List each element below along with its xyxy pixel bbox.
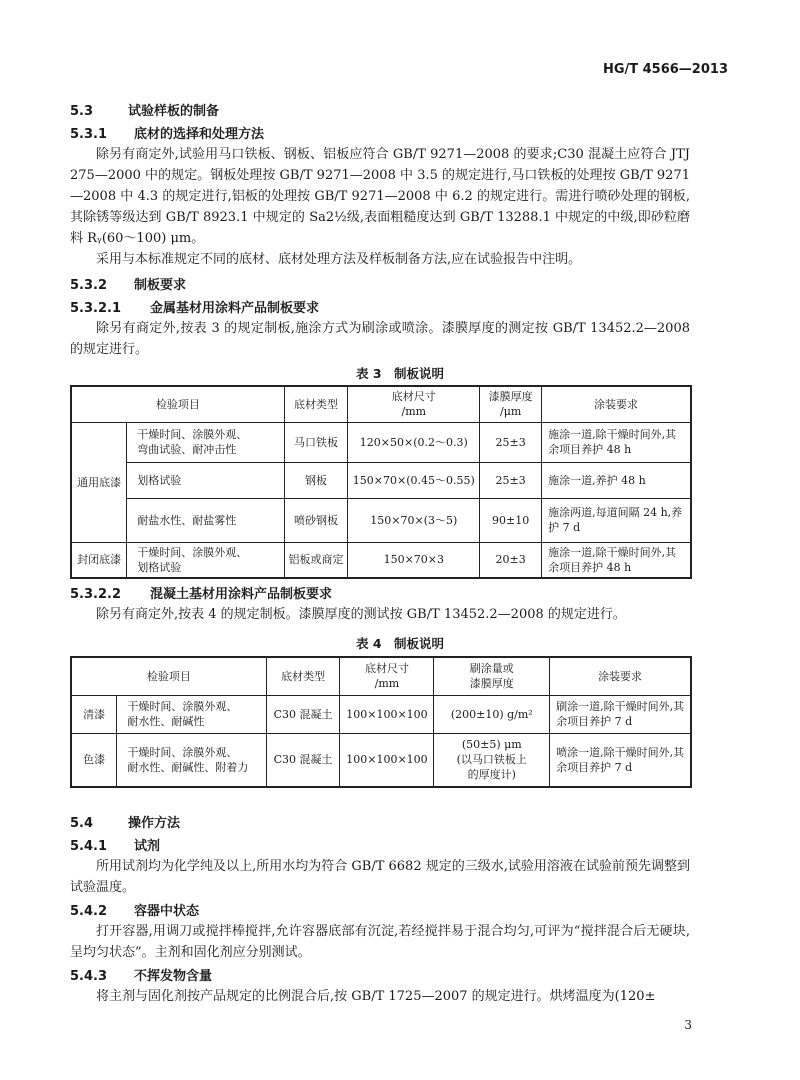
table-row [71, 462, 691, 498]
section-number: 5.3.2 [70, 278, 108, 293]
item-cell: 干燥时间、涂膜外观、 弯曲试验、耐冲击性 [127, 422, 284, 462]
requirement-cell: 施涂一道,除干燥时间外,其余项目养护 48 h [542, 422, 691, 462]
section-title: 金属基材用涂料产品制板要求 [150, 301, 320, 316]
section-5-4-heading [70, 812, 180, 831]
section-5-4-1-heading [70, 835, 160, 854]
table-3 [70, 385, 692, 579]
size-cell: 100×100×100 [340, 695, 434, 733]
section-5-3-2-2-heading [70, 583, 332, 602]
table-header-row [71, 657, 691, 695]
section-5-3-1-paragraph-1: 除另有商定外,试验用马口铁板、钢板、铝板应符合 GB/T 9271—2008 的要求;C30 混凝土应符合 JTJ 275—2000 中的规定。钢板处理按 GB/T 9271—2008 中 3.5 的规定进行,马口铁板的处理按 GB/T 9271—2008 中 4.3 的规定进行,铝板的处理按 GB/T 9271—2008 中 6.2 的规定进行。需进行喷砂处理的钢板,其除锈等级达到 GB/T 8923.1 中规定的 Sa2½级,表面粗糙度达到 GB/T 13288.1 中规定的中级,即砂粒磨料 Rᵧ(60～100) μm。 [70, 147, 690, 246]
thickness-cell: (200±10) g/m² [434, 695, 550, 733]
size-cell: 120×50×(0.2～0.3) [348, 422, 480, 462]
size-cell: 100×100×100 [340, 733, 434, 787]
page-number: 3 [684, 1018, 692, 1032]
size-cell: 150×70×(3～5) [348, 498, 480, 542]
section-number: 5.4 [70, 816, 94, 831]
substrate-cell: C30 混凝土 [266, 695, 340, 733]
table-row [71, 733, 691, 787]
thickness-cell: 25±3 [480, 422, 542, 462]
requirement-cell: 刷涂一道,除干燥时间外,其余项目养护 7 d [550, 695, 691, 733]
header-thickness: 漆膜厚度 /μm [480, 386, 542, 422]
group-cell: 封闭底漆 [71, 542, 127, 578]
section-title: 操作方法 [128, 816, 181, 831]
section-title: 试验样板的制备 [128, 104, 220, 119]
section-title: 混凝土基材用涂料产品制板要求 [150, 587, 333, 602]
table-3-caption: 表 3 制板说明 [355, 366, 445, 381]
item-cell: 干燥时间、涂膜外观、 耐水性、耐碱性 [117, 695, 266, 733]
header-substrate: 底材类型 [266, 657, 340, 695]
table-row [71, 695, 691, 733]
section-title: 底材的选择和处理方法 [134, 127, 265, 142]
item-cell: 干燥时间、涂膜外观、 划格试验 [127, 542, 284, 578]
requirement-cell: 喷涂一道,除干燥时间外,其余项目养护 7 d [550, 733, 691, 787]
section-5-3-2-heading [70, 274, 186, 293]
thickness-cell: (50±5) μm (以马口铁板上 的厚度计) [434, 733, 550, 787]
size-cell: 150×70×(0.45～0.55) [348, 462, 480, 498]
section-title: 容器中状态 [134, 904, 200, 919]
header-requirement: 涂装要求 [550, 657, 691, 695]
section-5-3-2-1-heading [70, 297, 319, 316]
thickness-cell: 90±10 [480, 498, 542, 542]
section-number: 5.3 [70, 104, 94, 119]
header-item: 检验项目 [71, 386, 284, 422]
section-number: 5.4.1 [70, 839, 108, 854]
table-4 [70, 656, 692, 788]
section-5-3-2-2-paragraph: 除另有商定外,按表 4 的规定制板。漆膜厚度的测试按 GB/T 13452.2—2008 的规定进行。 [96, 607, 626, 622]
requirement-cell: 施涂一道,养护 48 h [542, 462, 691, 498]
section-5-4-2-heading [70, 900, 199, 919]
header-requirement: 涂装要求 [542, 386, 691, 422]
table-row [71, 498, 691, 542]
section-5-4-2-paragraph: 打开容器,用调刀或搅拌棒搅拌,允许容器底部有沉淀,若经搅拌易于混合均匀,可评为“搅拌混合后无硬块,呈均匀状态”。主剂和固化剂应分别测试。 [70, 924, 690, 960]
requirement-cell: 施涂两道,每道间隔 24 h,养护 7 d [542, 498, 691, 542]
section-number: 5.3.2.1 [70, 301, 121, 316]
section-number: 5.3.1 [70, 127, 108, 142]
section-5-4-3-heading [70, 965, 212, 984]
item-cell: 耐盐水性、耐盐雾性 [127, 498, 284, 542]
size-cell: 150×70×3 [348, 542, 480, 578]
section-5-3-1-paragraph-2: 采用与本标准规定不同的底材、底材处理方法及样板制备方法,应在试验报告中注明。 [96, 252, 582, 267]
item-cell: 干燥时间、涂膜外观、 耐水性、耐碱性、附着力 [117, 733, 266, 787]
requirement-cell: 施涂一道,除干燥时间外,其余项目养护 48 h [542, 542, 691, 578]
group-cell: 清漆 [71, 695, 117, 733]
header-substrate: 底材类型 [284, 386, 348, 422]
section-5-3-1-heading [70, 123, 264, 142]
section-5-4-3-paragraph: 将主剂与固化剂按产品规定的比例混合后,按 GB/T 1725—2007 的规定进行。烘烤温度为(120± [96, 989, 656, 1004]
table-4-caption: 表 4 制板说明 [355, 636, 445, 651]
thickness-cell: 20±3 [480, 542, 542, 578]
section-number: 5.4.3 [70, 969, 108, 984]
section-number: 5.3.2.2 [70, 587, 121, 602]
thickness-cell: 25±3 [480, 462, 542, 498]
header-size: 底材尺寸 /mm [340, 657, 434, 695]
section-title: 不挥发物含量 [134, 969, 213, 984]
table-row [71, 422, 691, 462]
standard-code: HG/T 4566—2013 [602, 62, 728, 77]
table-header-row [71, 386, 691, 422]
substrate-cell: C30 混凝土 [266, 733, 340, 787]
substrate-cell: 铝板或商定 [284, 542, 348, 578]
section-number: 5.4.2 [70, 904, 108, 919]
header-item: 检验项目 [71, 657, 266, 695]
substrate-cell: 马口铁板 [284, 422, 348, 462]
section-5-3-2-1-paragraph: 除另有商定外,按表 3 的规定制板,施涂方式为刷涂或喷涂。漆膜厚度的测定按 GB/T 13452.2—2008 的规定进行。 [70, 321, 690, 357]
header-size: 底材尺寸 /mm [348, 386, 480, 422]
header-thickness: 刷涂量或 漆膜厚度 [434, 657, 550, 695]
section-5-3-heading [70, 100, 219, 119]
table-row [71, 542, 691, 578]
section-5-4-1-paragraph: 所用试剂均为化学纯及以上,所用水均为符合 GB/T 6682 规定的三级水,试验用溶液在试验前预先调整到试验温度。 [70, 859, 690, 895]
group-cell: 通用底漆 [71, 422, 127, 542]
substrate-cell: 喷砂钢板 [284, 498, 348, 542]
group-cell: 色漆 [71, 733, 117, 787]
section-title: 试剂 [134, 839, 161, 854]
substrate-cell: 钢板 [284, 462, 348, 498]
section-title: 制板要求 [134, 278, 187, 293]
item-cell: 划格试验 [127, 462, 284, 498]
